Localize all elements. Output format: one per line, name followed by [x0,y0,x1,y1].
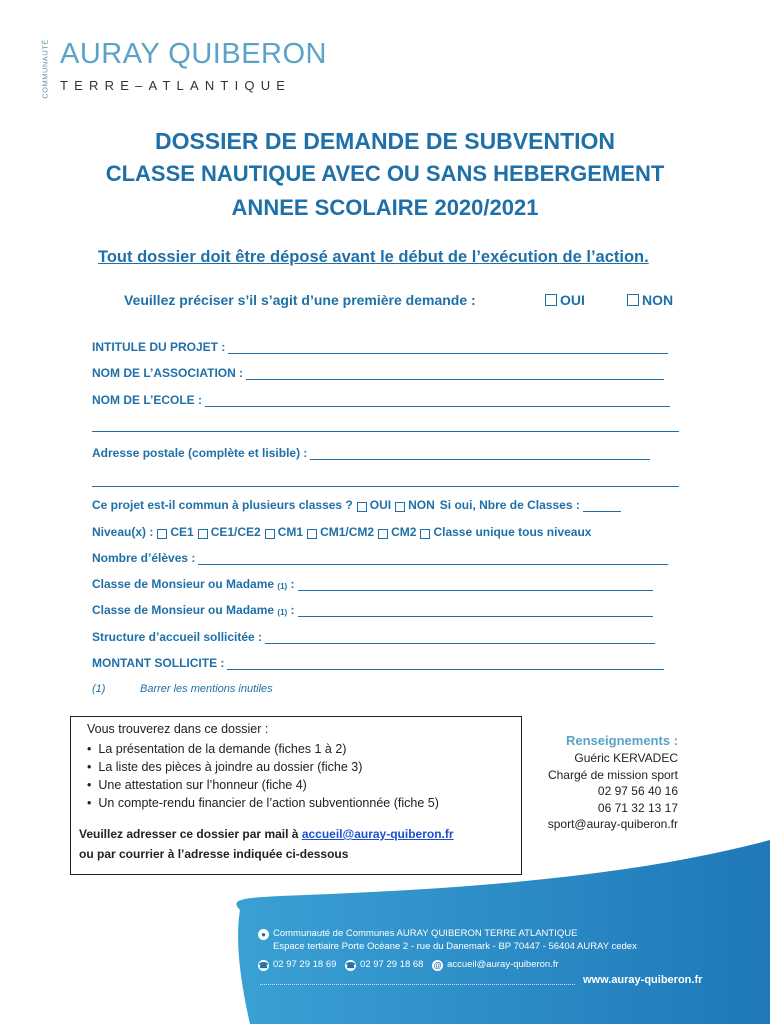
common-yes-checkbox[interactable] [357,502,367,512]
amount-line[interactable] [227,658,664,670]
class-teacher-field-1[interactable]: Classe de Monsieur ou Madame $_{(1)}$ : [92,577,653,591]
checkbox-icon[interactable] [627,294,639,306]
class-teacher-line-1[interactable] [298,579,653,591]
send-instruction: Veuillez adresser ce dossier par mail à accueil@auray-quiberon.fr [79,827,454,841]
level-ce1-ce2-checkbox[interactable] [198,529,208,539]
fax-icon: ☎ [345,961,356,970]
school-field[interactable]: NOM DE L’ECOLE : [92,393,670,407]
list-item: • La présentation de la demande (fiches 1 à 2) [87,740,439,758]
amount-field[interactable]: MONTANT SOLLICITE : [92,656,664,670]
contents-list [87,740,439,812]
students-field[interactable]: Nombre d’élèves : [92,551,668,565]
first-request-no[interactable]: NON [627,292,673,308]
common-project-row: Ce projet est-il commun à plusieurs classes ? OUI NON Si oui, Nbre de Classes : [92,498,621,512]
box-intro: Vous trouverez dans ce dossier : [87,722,269,736]
level-cm1-checkbox[interactable] [265,529,275,539]
contact-block [548,732,678,833]
list-item: • La liste des pièces à joindre au dossier (fiche 3) [87,758,439,776]
logo-sub-text: TERRE–ATLANTIQUE [60,78,292,93]
deadline-notice: Tout dossier doit être déposé avant le début de l’exécution de l’action. [98,248,649,266]
class-count-line[interactable] [583,500,621,512]
footnote-mark: (1) [92,683,106,695]
footnote-text: Barrer les mentions inutiles [140,683,273,695]
project-title-field[interactable]: INTITULE DU PROJET : [92,340,668,354]
structure-field[interactable]: Structure d’accueil sollicitée : [92,630,655,644]
address-field[interactable]: Adresse postale (complète et lisible) : [92,446,650,460]
level-unique-checkbox[interactable] [420,529,430,539]
school-line[interactable] [205,395,670,407]
footer-website[interactable]: www.auray-quiberon.fr [583,974,703,986]
level-cm1-cm2-checkbox[interactable] [307,529,317,539]
post-instruction: ou par courrier à l’adresse indiquée ci-dessous [79,847,349,861]
association-field[interactable]: NOM DE L’ASSOCIATION : [92,366,664,380]
school-year: ANNEE SCOLAIRE 2020/2021 [231,195,539,220]
levels-row: Niveau(x) : CE1 CE1/CE2 CM1 CM1/CM2 CM2 Classe unique tous niveaux [92,525,592,539]
structure-line[interactable] [265,632,655,644]
footer-address: Espace tertiaire Porte Océane 2 - rue du Danemark - BP 70447 - 56404 AURAY cedex [273,941,637,952]
contact-heading: Renseignements : [566,733,678,748]
phone-icon: ☎ [258,961,269,970]
address-line[interactable] [310,448,650,460]
contact-role: Chargé de mission sport [547,767,678,782]
checkbox-icon[interactable] [545,294,557,306]
logo [38,38,328,100]
logo-main-text: AURAY QUIBERON [60,38,327,70]
students-line[interactable] [198,553,668,565]
footer-divider [260,984,575,985]
association-line[interactable] [246,368,664,380]
school-extra-line[interactable] [92,431,679,432]
address-extra-line[interactable] [92,486,679,487]
email-icon: @ [433,961,442,970]
level-ce1-checkbox[interactable] [157,529,167,539]
list-item: • Une attestation sur l’honneur (fiche 4) [87,776,439,794]
level-cm2-checkbox[interactable] [378,529,388,539]
footer-contacts: ☎ 02 97 29 18 69 ☎ 02 97 29 18 68 @ accueil@auray-quiberon.fr [258,959,559,970]
contact-name: Guéric KERVADEC [574,751,678,765]
logo-vertical-text: COMMUNAUTÉ [40,39,50,99]
list-item: • Un compte-rendu financier de l’action subventionnée (fiche 5) [87,794,439,812]
document-subtitle: CLASSE NAUTIQUE AVEC OU SANS HEBERGEMENT [105,161,665,186]
class-teacher-field-2[interactable]: Classe de Monsieur ou Madame $_{(1)}$ : [92,603,653,617]
class-teacher-line-2[interactable] [298,605,653,617]
contact-email: sport@auray-quiberon.fr [547,817,678,832]
document-title: DOSSIER DE DEMANDE DE SUBVENTION [154,128,616,154]
first-request-yes[interactable]: OUI [545,292,585,308]
email-link[interactable]: accueil@auray-quiberon.fr [301,827,454,841]
first-request-question: Veuillez préciser s’il s’agit d’une première demande : [124,292,476,308]
contact-phone-1: 02 97 56 40 16 [597,784,678,799]
common-no-checkbox[interactable] [395,502,405,512]
contact-phone-2: 06 71 32 13 17 [597,800,678,815]
location-icon: ● [258,929,269,940]
footer-org: ● Communauté de Communes AURAY QUIBERON TERRE ATLANTIQUE [258,928,577,940]
project-title-line[interactable] [228,342,668,354]
